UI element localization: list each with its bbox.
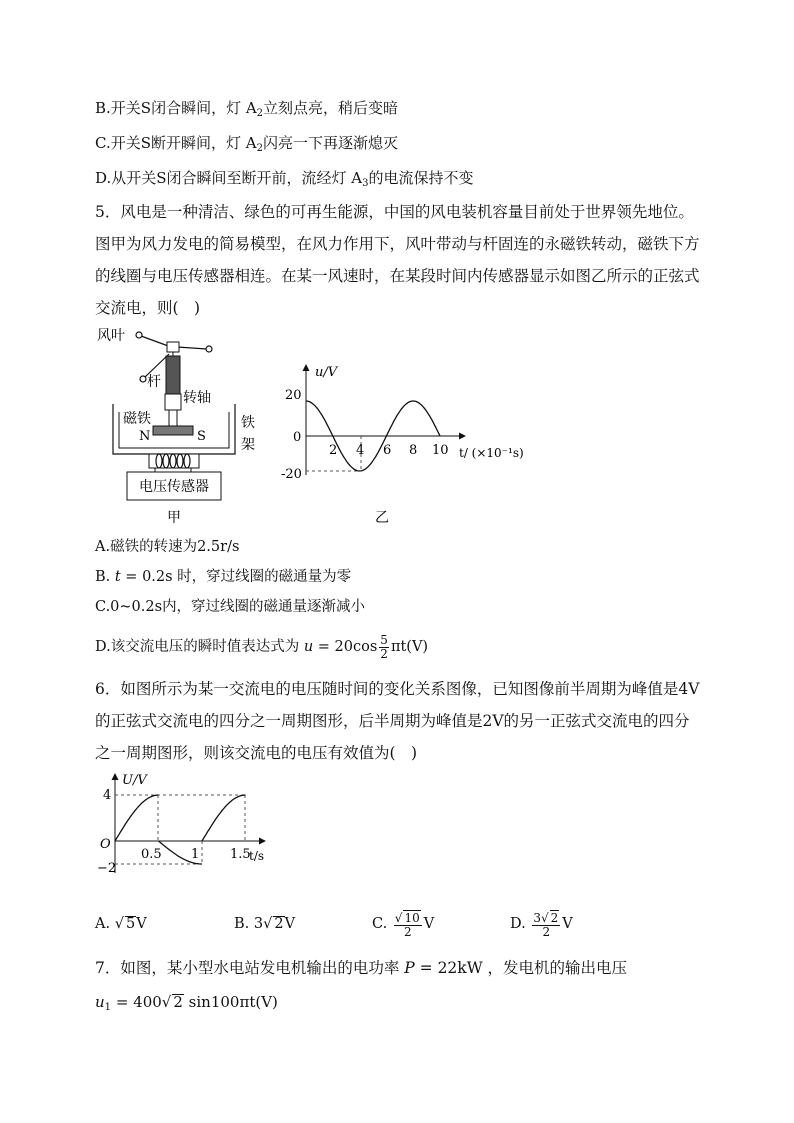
option-d-prev: D.从开关S闭合瞬间至断开前，流经灯 $A_3$的电流保持不变 (95, 169, 474, 189)
figure-yi (275, 360, 535, 528)
xtick-10: 10 (432, 443, 449, 458)
q6-option-d: D. $\frac{3√ 2}{2}$ V (510, 910, 573, 939)
q5-option-c: C.0~0.2s内，穿过线圈的磁通量逐渐减小 (95, 599, 366, 615)
xtick-6: 6 (383, 443, 392, 458)
q5-option-b: B. t = 0.2s 时，穿过线圈的磁通量为零 (95, 569, 352, 585)
figure-jia (95, 322, 270, 527)
xtick-4: 4 (356, 443, 365, 458)
x-axis-label: t/ (×10⁻¹s) (459, 446, 524, 460)
q6-xtick-15: 1.5 (230, 847, 251, 862)
label-tie: 铁 (241, 415, 255, 431)
question-7-line2: $u_1 = 400√$ 2 sin100πt(V) (95, 993, 278, 1013)
q6-xtick-05: 0.5 (141, 847, 162, 862)
label-sensor: 电压传感器 (139, 479, 209, 495)
ytick-m20: -20 (281, 467, 302, 482)
question-6-text: 6．如图所示为某一交流电的电压随时间的变化关系图像，已知图像前半周期为峰值是4V的正弦式交流电的四分之一周期图形，后半周期为峰值是2V的另一正弦式交流电的四分之一周期图形，则该交流电的电压有效值为( ) (95, 680, 700, 762)
y-axis-label: u/V (315, 365, 338, 380)
q6-x-label: t/s (249, 849, 265, 863)
caption-yi: 乙 (375, 510, 389, 526)
q6-ytick-m2: −2 (97, 861, 117, 876)
label-fengye: 风叶 (97, 328, 125, 344)
q6-origin: O (100, 837, 111, 852)
q6-curve (115, 795, 246, 864)
q6-dashed (115, 795, 245, 864)
xtick-2: 2 (329, 443, 338, 458)
question-5-text: 5．风电是一种清洁、绿色的可再生能源，中国的风电装机容量目前处于世界领先地位。图甲为风力发电的简易模型，在风力作用下，风叶带动与杆固连的永磁铁转动，磁铁下方的线圈与电压传感器相连。在某一风速时，在某段时间内传感器显示如图乙所示的正弦式交流电，则( ) (95, 203, 700, 317)
xtick-8: 8 (409, 443, 418, 458)
q6-ytick-4: 4 (103, 788, 112, 803)
label-jia: 架 (241, 437, 255, 453)
label-gan: 杆 (147, 374, 161, 390)
q6-option-a: A. √ 5V (95, 916, 147, 932)
ytick-0: 0 (293, 430, 302, 445)
option-b-prev: B.开关S闭合瞬间，灯 $A_2$立刻点亮，稍后变暗 (95, 99, 399, 119)
q5-option-d: D.该交流电压的瞬时值表达式为 u = 20cos $\frac{5}{2}$ πt(V) (95, 632, 429, 661)
label-s: S (197, 429, 206, 444)
shaft (169, 410, 177, 426)
ytick-20: 20 (285, 388, 302, 403)
q6-xtick-1: 1 (191, 847, 200, 862)
q6-option-c: C. $\frac{√ 10}{2}$ V (372, 910, 435, 939)
option-c-prev: C.开关S断开瞬间，灯 $A_2$闪亮一下再逐渐熄灭 (95, 134, 398, 154)
question-7-line1: 7．如图，某小型水电站发电机输出的电功率 P = 22kW ，发电机的输出电压 (95, 959, 628, 977)
q6-option-b: B. 3√ 2V (234, 916, 296, 932)
label-zhuanzhou: 转轴 (183, 390, 211, 406)
caption-jia: 甲 (167, 510, 181, 526)
magnet (153, 426, 193, 435)
q5-option-a: A.磁铁的转速为2.5r/s (95, 539, 240, 555)
figure-q6 (95, 768, 270, 878)
label-citie: 磁铁 (123, 411, 151, 427)
label-n: N (139, 429, 151, 444)
q6-y-label: U/V (122, 773, 147, 788)
